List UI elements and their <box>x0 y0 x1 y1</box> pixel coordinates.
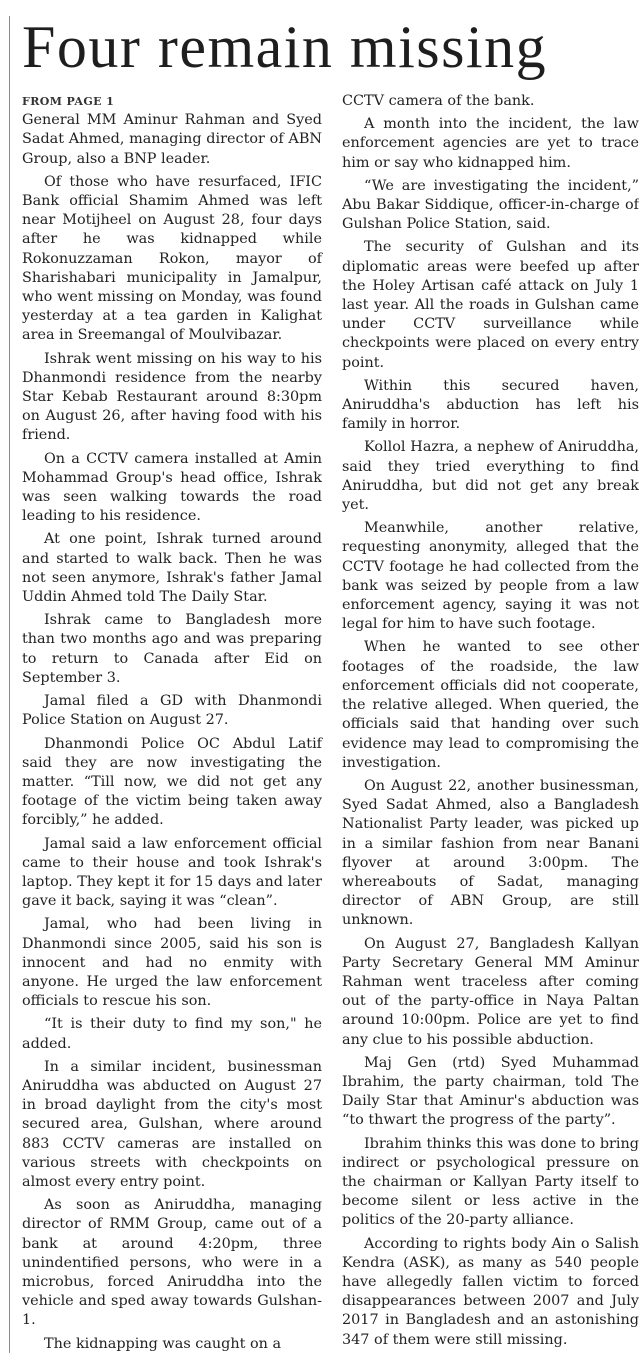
paragraph: General MM Aminur Rahman and Syed Sadat Ahmed, managing director of ABN Group, also a BNP leader. <box>22 112 322 167</box>
paragraph: When he wanted to see other footages of the roadside, the law enforcement officials did not cooperate, the relative alleged. When queried, the officials said that handing over such evidence may lead to compromising the investigation. <box>342 639 639 771</box>
paragraph: At one point, Ishrak turned around and started to walk back. Then he was not seen anymore, Ishrak's father Jamal Uddin Ahmed told The Daily Star. <box>22 531 322 606</box>
paragraph: Ibrahim thinks this was done to bring indirect or psychological pressure on the chairman or Kallyan Party itself to become silent or less active in the politics of the 20-party alliance. <box>342 1135 639 1229</box>
paragraph: On a CCTV camera installed at Amin Mohammad Group's head office, Ishrak was seen walking towards the road leading to his residence. <box>22 450 322 525</box>
paragraph: Within this secured haven, Aniruddha's abduction has left his family in horror. <box>342 377 639 433</box>
paragraph: As soon as Aniruddha, managing director of RMM Group, came out of a bank at around 4:20pm, three unindentified persons, who were in a microbus, forced Aniruddha into the vehicle and sped away towards Gulshan-1. <box>22 1197 322 1329</box>
paragraph: “It is their duty to find my son," he added. <box>22 1016 322 1052</box>
paragraph: Maj Gen (rtd) Syed Muhammad Ibrahim, the party chairman, told The Daily Star that Aminur's abduction was “to thwart the progress of the party”. <box>342 1054 639 1129</box>
paragraph: “We are investigating the incident,” Abu Bakar Siddique, officer-in-charge of Gulshan Police Station, said. <box>342 177 639 233</box>
paragraph: Jamal said a law enforcement official came to their house and took Ishrak's laptop. They kept it for 15 days and later gave it back, saying it was “clean”. <box>22 835 322 910</box>
paragraph: The kidnapping was caught on a <box>44 1335 282 1352</box>
paragraph: Jamal, who had been living in Dhanmondi since 2005, said his son is innocent and had no enmity with anyone. He urged the law enforcement officials to rescue his son. <box>22 916 322 1010</box>
paragraph: Of those who have resurfaced, IFIC Bank official Shamim Ahmed was left near Motijheel on August 28, four days after he was kidnapped while Rokonuzzaman Rokon, mayor of Sharishabari municipality in Jamalpur, who went missing on Monday, was found yesterday at a tea garden in Kalighat area in Sreemangal of Moulvibazar. <box>22 173 322 344</box>
paragraph: Dhanmondi Police OC Abdul Latif said they are now investigating the matter. “Till now, we did not get any footage of the victim being taken away forcibly,” he added. <box>22 735 322 829</box>
paragraph: The security of Gulshan and its diplomatic areas were beefed up after the Holey Artisan café attack on July 1 last year. All the roads in Gulshan came under CCTV surveillance while checkpoints were placed on every entry point. <box>342 239 639 371</box>
continuation-kicker: FROM PAGE 1 <box>22 95 115 108</box>
article-column-right <box>342 92 639 1353</box>
paragraph: Jamal filed a GD with Dhanmondi Police Station on August 27. <box>22 693 322 729</box>
paragraph: On August 22, another businessman, Syed Sadat Ahmed, also a Bangladesh Nationalist Party leader, was picked up in a similar fashion from near Banani flyover at around 3:00pm. The whereabouts of Sadat, managing director of ABN Group, are still unknown. <box>342 777 639 929</box>
headline: Four remain missing <box>22 14 548 80</box>
article-column-left <box>22 92 322 1358</box>
paragraph: Ishrak came to Bangladesh more than two months ago and was preparing to return to Canada after Eid on September 3. <box>22 612 322 686</box>
column-rule <box>9 16 10 1353</box>
paragraph: On August 27, Bangladesh Kallyan Party Secretary General MM Aminur Rahman went traceless after coming out of the party-office in Naya Paltan around 10:00pm. Police are yet to find any clue to his possible abduction. <box>342 935 639 1048</box>
paragraph: A month into the incident, the law enforcement agencies are yet to trace him or say who kidnapped him. <box>342 116 639 171</box>
paragraph: According to rights body Ain o Salish Kendra (ASK), as many as 540 people have allegedly fallen victim to forced disappearances between 2007 and July 2017 in Bangladesh and an astonishing 347 of them were still missing. <box>342 1235 639 1348</box>
paragraph: Ishrak went missing on his way to his Dhanmondi residence from the nearby Star Kebab Restaurant around 8:30pm on August 26, after having food with his friend. <box>22 350 322 444</box>
paragraph: Kollol Hazra, a nephew of Aniruddha, said they tried everything to find Aniruddha, but did not get any break yet. <box>342 439 639 514</box>
paragraph: Meanwhile, another relative, requesting anonymity, alleged that the CCTV footage he had collected from the bank was seized by people from a law enforcement agency, saying it was not legal for him to have such footage. <box>342 520 639 633</box>
paragraph: In a similar incident, businessman Aniruddha was abducted on August 27 in broad daylight from the city's most secured area, Gulshan, where around 883 CCTV cameras are installed on various streets with checkpoints on almost every entry point. <box>22 1058 322 1190</box>
paragraph: CCTV camera of the bank. <box>342 93 535 109</box>
